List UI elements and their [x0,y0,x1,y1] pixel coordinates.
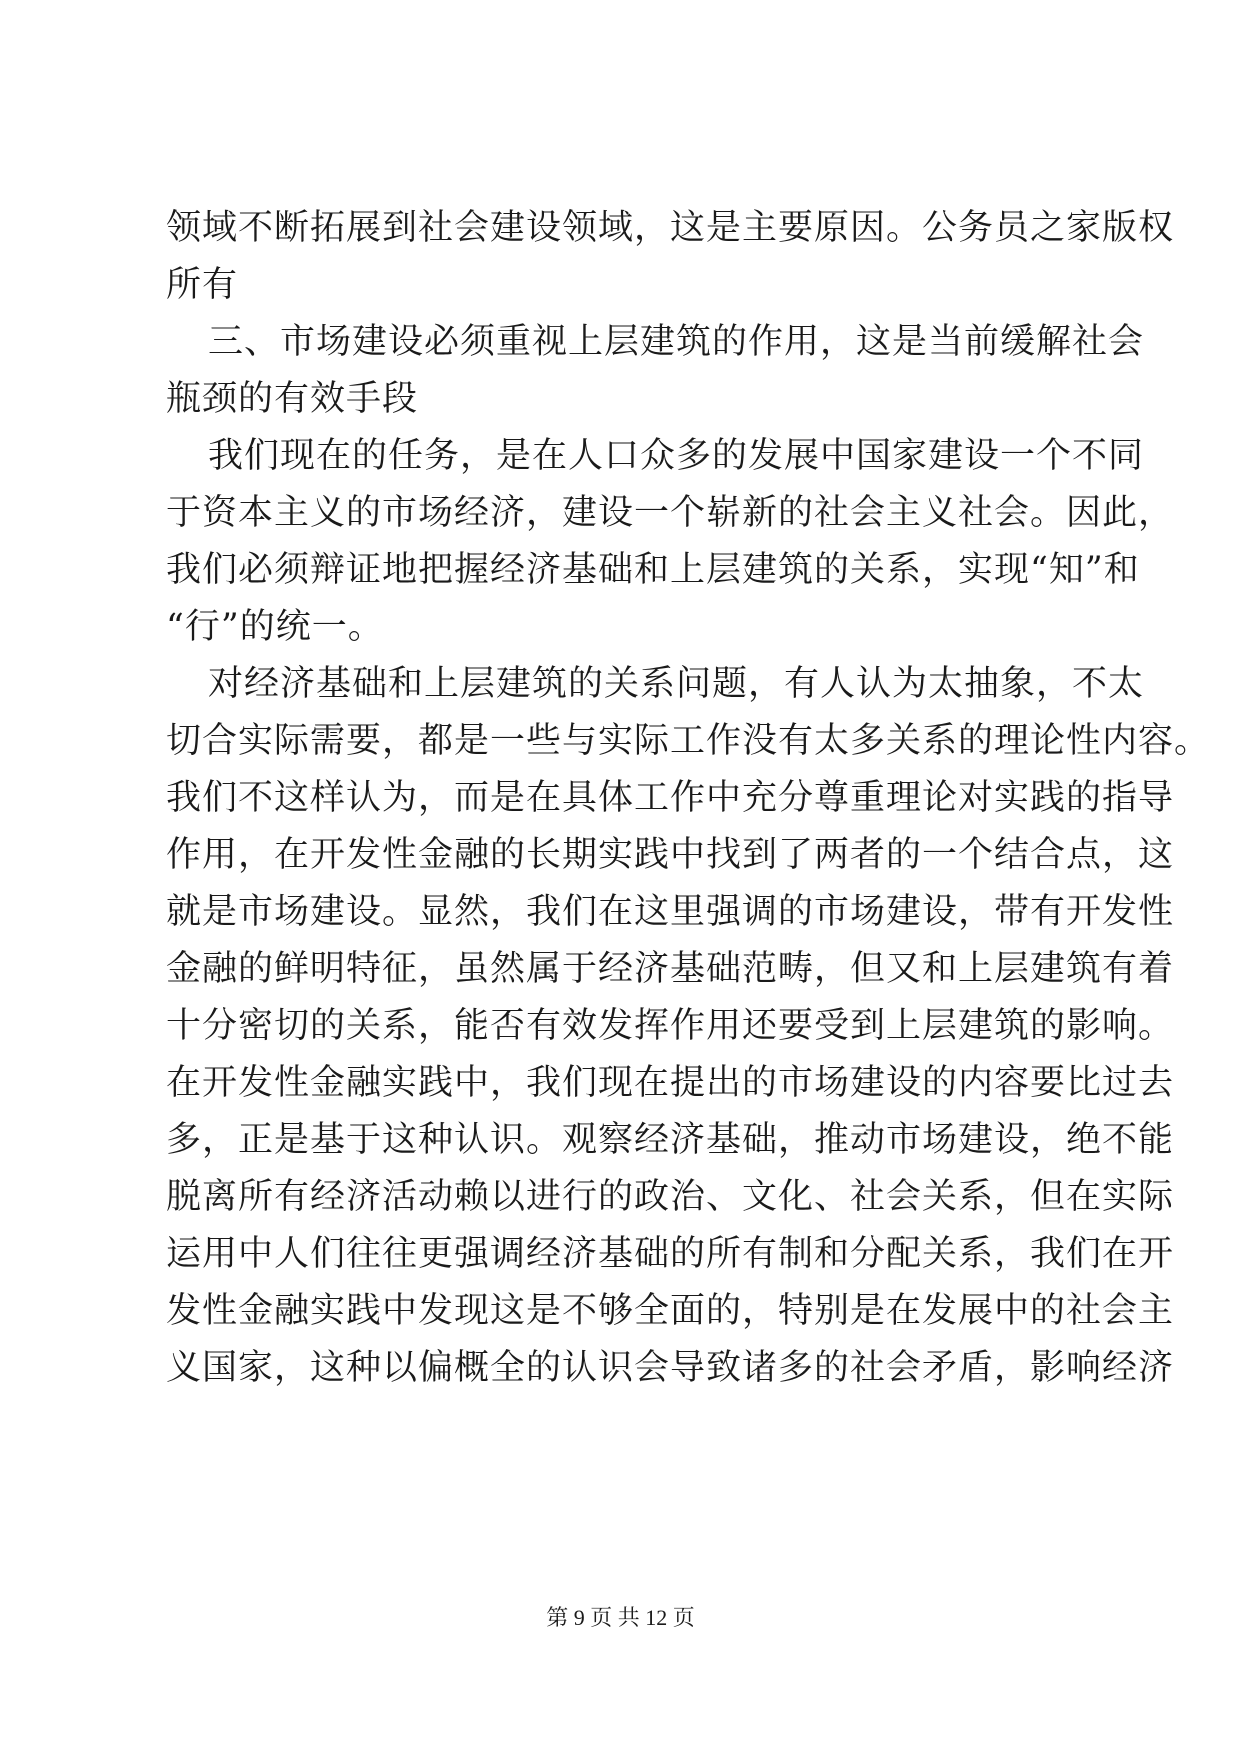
body-line: 脱离所有经济活动赖以进行的政治、文化、社会关系，但在实际 [166,1177,1175,1217]
body-line: 发性金融实践中发现这是不够全面的，特别是在发展中的社会主 [166,1291,1175,1331]
body-line: 对经济基础和上层建筑的关系问题，有人认为太抽象，不太 [208,664,1145,704]
body-line: 就是市场建设。显然，我们在这里强调的市场建设，带有开发性 [166,892,1175,932]
body-line: 义国家，这种以偏概全的认识会导致诸多的社会矛盾，影响经济 [166,1348,1175,1388]
body-line: 切合实际需要，都是一些与实际工作没有太多关系的理论性内容。 [166,721,1211,761]
body-line: 我们必须辩证地把握经济基础和上层建筑的关系，实现“知”和 [166,550,1140,590]
section-heading-line: 三、市场建设必须重视上层建筑的作用，这是当前缓解社会 [208,322,1145,362]
body-line: 在开发性金融实践中，我们现在提出的市场建设的内容要比过去 [166,1063,1175,1103]
body-line: 十分密切的关系，能否有效发挥作用还要受到上层建筑的影响。 [166,1006,1175,1046]
body-line: 于资本主义的市场经济，建设一个崭新的社会主义社会。因此， [166,493,1175,533]
body-line: 我们不这样认为，而是在具体工作中充分尊重理论对实践的指导 [166,778,1175,818]
body-line: 金融的鲜明特征，虽然属于经济基础范畴，但又和上层建筑有着 [166,949,1175,989]
body-line: 运用中人们往往更强调经济基础的所有制和分配关系，我们在开 [166,1234,1175,1274]
page-number-footer: 第 9 页 共 12 页 [546,1605,695,1630]
body-line: 多，正是基于这种认识。观察经济基础，推动市场建设，绝不能 [166,1120,1175,1160]
body-line: “行”的统一。 [166,607,384,647]
body-line: 领域不断拓展到社会建设领域，这是主要原因。公务员之家版权 [166,208,1175,248]
body-line: 我们现在的任务，是在人口众多的发展中国家建设一个不同 [208,436,1145,476]
body-line: 所有 [166,265,239,305]
body-line: 作用，在开发性金融的长期实践中找到了两者的一个结合点，这 [166,835,1175,875]
section-heading-line: 瓶颈的有效手段 [166,379,419,419]
